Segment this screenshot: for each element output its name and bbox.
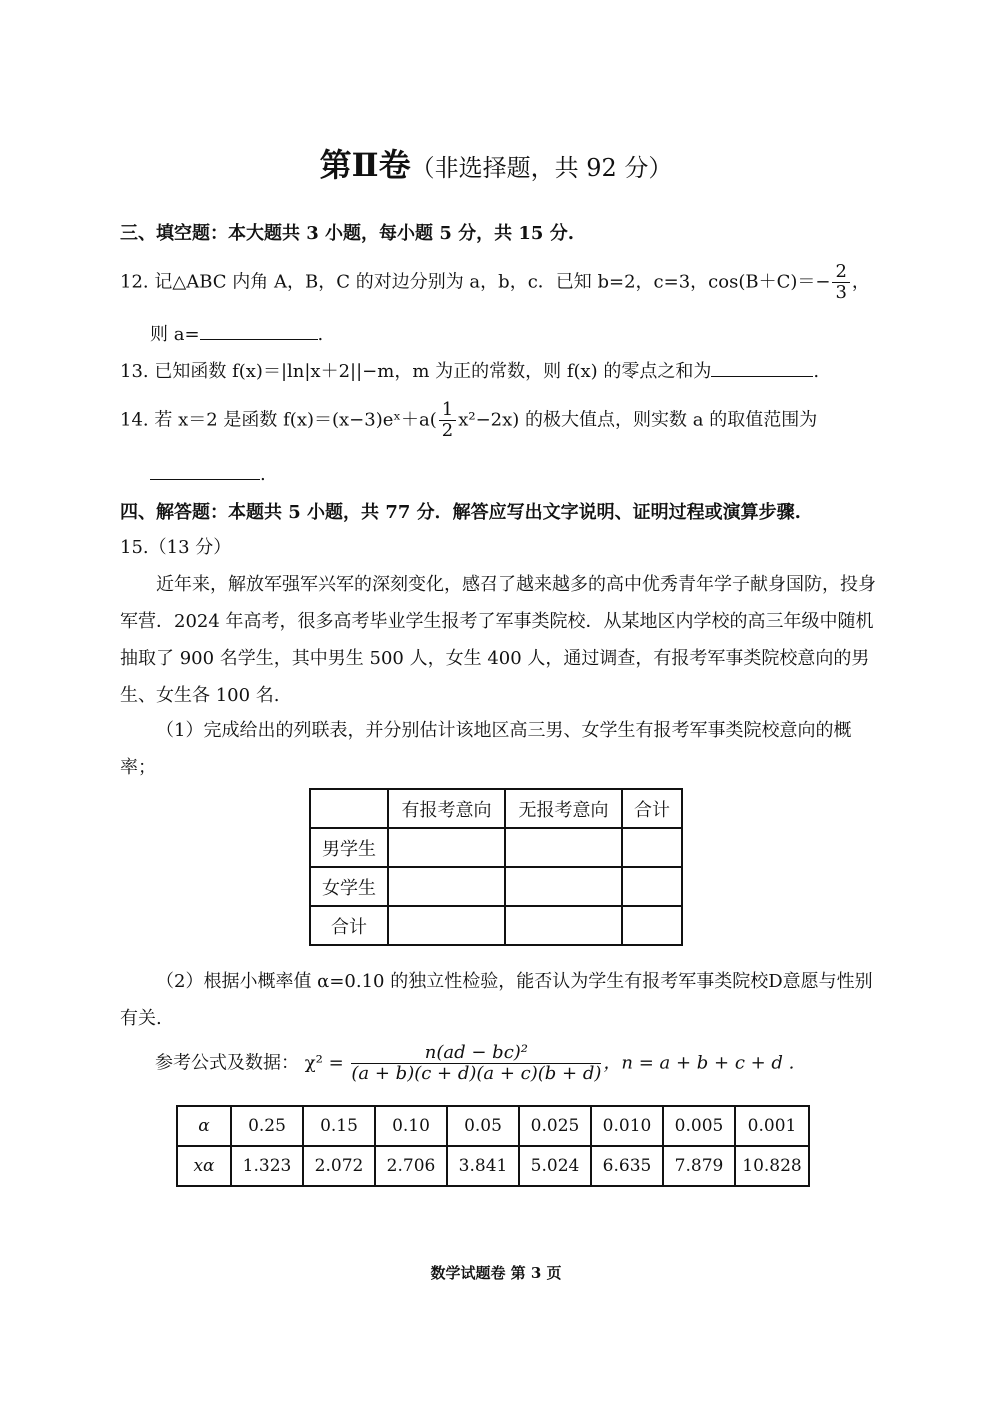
question-text: 记△ABC 内角 A，B，C 的对边分别为 a，b，c．已知 b=2，c=3，cos(B＋C)＝− [154, 271, 831, 293]
question-text-tail: x²−2x) 的极大值点，则实数 a 的取值范围为 [458, 409, 818, 431]
section-4-heading: 四、解答题：本题共 5 小题，共 77 分．解答应写出文字说明、证明过程或演算步骤. [120, 502, 801, 523]
volume-subtitle: （非选择题，共 92 分） [410, 154, 673, 182]
alpha-value: 0.001 [735, 1106, 809, 1146]
table-row [310, 906, 682, 945]
volume-title: 第Ⅱ卷 [319, 146, 411, 184]
alpha-value: 0.025 [519, 1106, 591, 1146]
table-header-cell: 合计 [622, 789, 682, 828]
formula-denominator: (a + b)(c + d)(a + c)(b + d) [351, 1063, 602, 1084]
answer-blank[interactable] [150, 461, 260, 480]
page-title [0, 140, 992, 186]
contingency-table [309, 788, 683, 946]
critical-value-row [177, 1146, 809, 1186]
question-14-answer-line [150, 461, 266, 485]
alpha-row [177, 1106, 809, 1146]
critical-value: 10.828 [735, 1146, 809, 1186]
critical-value: 3.841 [447, 1146, 519, 1186]
table-header-cell [310, 789, 388, 828]
period: . [813, 361, 820, 382]
row-label: 合计 [310, 906, 388, 945]
formula-fraction [351, 1043, 601, 1084]
table-cell[interactable] [622, 906, 682, 945]
question-13 [120, 357, 819, 383]
period: . [317, 324, 324, 345]
question-15-number: 15.（13 分） [120, 537, 232, 558]
table-cell[interactable] [388, 906, 505, 945]
page-footer: 数学试题卷 第 3 页 [430, 1264, 562, 1282]
table-header-row [310, 789, 682, 828]
alpha-value: 0.15 [303, 1106, 375, 1146]
question-15-part-2: （2）根据小概率值 α=0.10 的独立性检验，能否认为学生有报考军事类院校D意愿与性别有关. [120, 971, 873, 1029]
table-cell[interactable] [388, 828, 505, 867]
fraction-numerator: 1 [439, 400, 456, 421]
formula-lhs: χ² = [304, 1052, 344, 1074]
question-text: 若 x＝2 是函数 f(x)＝(x−3)eˣ＋a( [154, 409, 437, 431]
table-cell[interactable] [505, 828, 622, 867]
alpha-value: 0.10 [375, 1106, 447, 1146]
row-label: 男学生 [310, 828, 388, 867]
table-cell[interactable] [505, 867, 622, 906]
row-label: 女学生 [310, 867, 388, 906]
critical-value-table [176, 1105, 810, 1187]
answer-blank[interactable] [711, 358, 813, 377]
critical-value: 2.072 [303, 1146, 375, 1186]
critical-value: 7.879 [663, 1146, 735, 1186]
question-15-part-1: （1）完成给出的列联表，并分别估计该地区高三男、女学生有报考军事类院校意向的概率； [120, 720, 852, 778]
question-number: 12. [120, 271, 149, 293]
table-row [310, 828, 682, 867]
formula-tail: ，n = a + b + c + d . [603, 1052, 795, 1074]
table-cell[interactable] [622, 828, 682, 867]
table-row [310, 867, 682, 906]
question-15-paragraph: 近年来，解放军强军兴军的深刻变化，感召了越来越多的高中优秀青年学子献身国防，投身军营．2024 年高考，很多高考毕业学生报考了军事类院校．从某地区内学校的高三年级中随机抽取了 900 名学生，其中男生 500 人，女生 400 人，通过调查，有报考军事类院校意向的男生、女生各 100 名. [120, 574, 876, 706]
critical-value: 2.706 [375, 1146, 447, 1186]
fraction-denominator: 3 [835, 282, 847, 303]
alpha-value: 0.010 [591, 1106, 663, 1146]
alpha-value: 0.25 [231, 1106, 303, 1146]
question-12 [120, 262, 870, 303]
section-3-heading: 三、填空题：本大题共 3 小题，每小题 5 分，共 15 分. [120, 223, 574, 244]
period: . [260, 464, 266, 485]
table-header-cell: 无报考意向 [505, 789, 622, 828]
alpha-value: 0.05 [447, 1106, 519, 1146]
fraction-denominator: 2 [441, 420, 454, 441]
question-12-answer-line [150, 320, 323, 346]
question-text: 已知函数 f(x)＝|ln|x＋2||−m，m 为正的常数，则 f(x) 的零点之和为 [154, 361, 712, 382]
row-label: α [177, 1106, 231, 1146]
critical-value: 6.635 [591, 1146, 663, 1186]
question-14 [120, 400, 817, 441]
question-text-tail: ， [851, 271, 870, 293]
table-cell[interactable] [505, 906, 622, 945]
fraction [439, 400, 456, 441]
fraction-numerator: 2 [832, 262, 849, 283]
critical-value: 1.323 [231, 1146, 303, 1186]
row-label: xα [177, 1146, 231, 1186]
table-header-cell: 有报考意向 [388, 789, 505, 828]
formula-label: 参考公式及数据： [155, 1052, 299, 1074]
formula-numerator: n(ad − bc)² [351, 1043, 601, 1064]
reference-formula [155, 1043, 794, 1084]
question-number: 14. [120, 409, 149, 431]
answer-prompt: 则 a= [150, 324, 200, 345]
fraction [832, 262, 849, 303]
answer-blank[interactable] [200, 321, 318, 340]
table-cell[interactable] [622, 867, 682, 906]
question-number: 13. [120, 361, 149, 382]
table-cell[interactable] [388, 867, 505, 906]
critical-value: 5.024 [519, 1146, 591, 1186]
alpha-value: 0.005 [663, 1106, 735, 1146]
